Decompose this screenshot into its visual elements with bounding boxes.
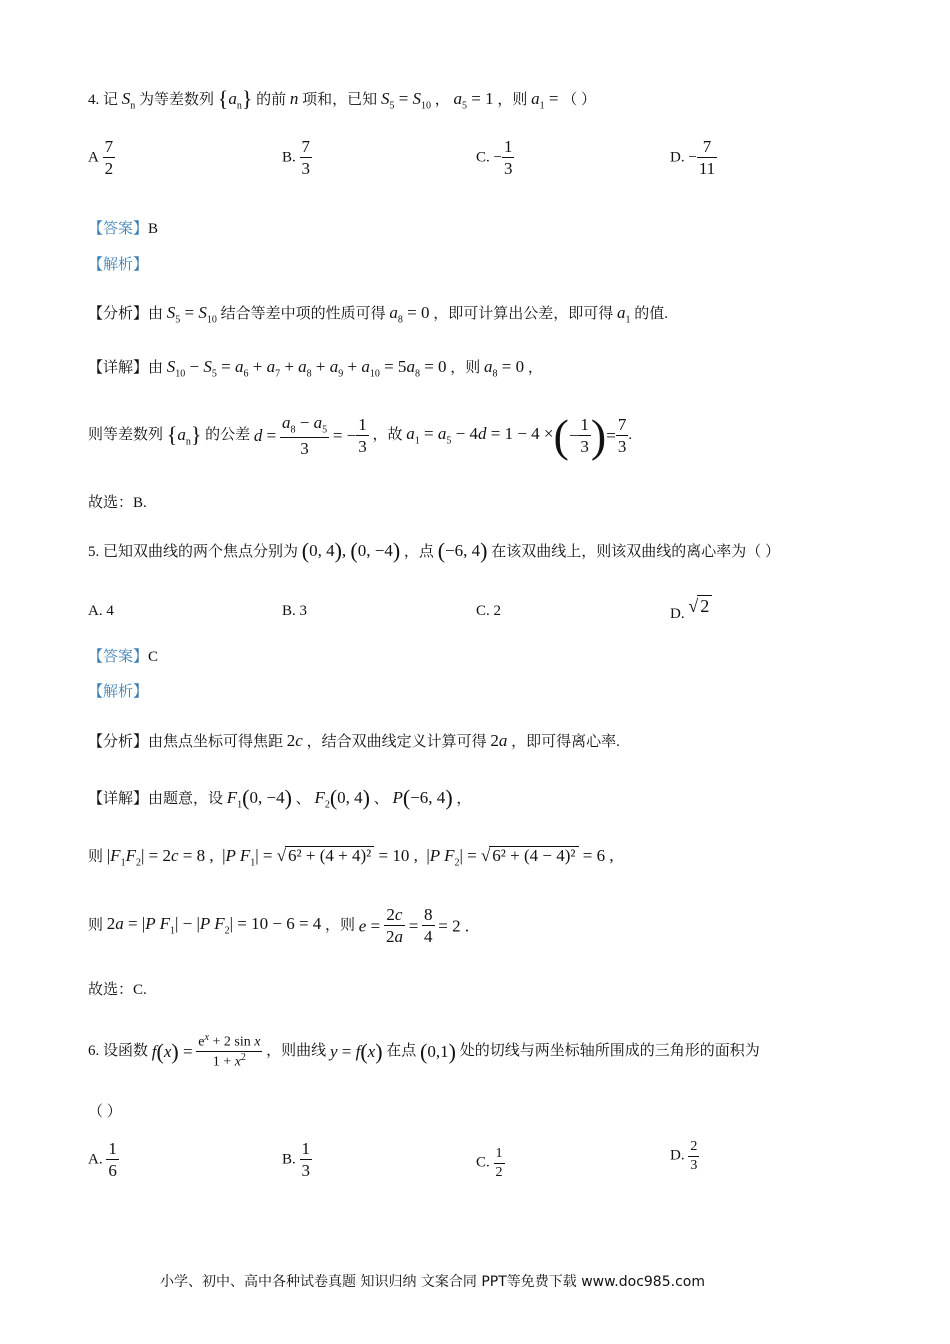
q5-detail-line2: 则 $|F_1F_2| = 2c = 8$ , |P $F_1|$ = √ 6² + (4 + 4)² = 10 , |P $F_2|$ = √ 6² + (4 − 4)² = 6 , <box>88 846 614 869</box>
fraction: $\frac{a_8 - a_5}{3}$ <box>282 413 328 458</box>
q5-option-d[interactable]: D. √ 2 <box>670 595 712 623</box>
q4-detail-line2: 则等差数列 $\{a_n\}$ 的公差 d = $\frac{a_8 - a_5}{3}$ = − $\frac{1}{3}$ ，故 $a_1 = a_5 - 4d = 1 - 4$ ×(− $\frac{1}{3}$ )= $\frac{7}{3}$ . <box>88 410 633 462</box>
q5-analysis-tag: 【解析】 <box>88 684 149 700</box>
q6-number: 6. <box>88 1043 100 1060</box>
q6-stem: 6. 设函数 f(x) = $\frac{e^x + 2 \sin x}{1 + x^2}$ ，则曲线 y = f(x) 在点 (0,1) 处的切线与两坐标轴所围成的三角形的面积为 <box>88 1032 760 1070</box>
q4-option-b[interactable]: B. $\frac{7}{3}$ <box>282 137 311 179</box>
q4-detail-line1: 【详解】由 $S_{10} - S_5 = a_6 + a_7 + a_8 + a_9 + a_{10} = 5a_8 = 0$ ，则 $a_8 = 0$ ， <box>88 357 543 380</box>
q5-number: 5. <box>88 544 100 560</box>
answer-tag: 【答案】 <box>88 221 149 237</box>
q4-conclusion: 故选：B. <box>88 495 147 511</box>
q6-stem-paren: （ ） <box>88 1104 122 1120</box>
q4-analysis-tag: 【解析】 <box>88 257 149 273</box>
formula-an-seq: $\{a_n\}$ <box>217 86 253 112</box>
q5-option-a[interactable]: A. 4 <box>88 603 114 619</box>
q5-option-c[interactable]: C. 2 <box>476 603 502 619</box>
q5-option-b[interactable]: B. 3 <box>282 603 308 619</box>
q5-conclusion: 故选：C. <box>88 982 147 998</box>
q5-detail-line1: 【详解】由题意，设 $F_1(0$, −4) 、 $F_2(0$, 4) 、 P(−6, 4) ， <box>88 785 472 811</box>
fraction: $\frac{7}{3}$ <box>301 137 311 179</box>
q6-option-d[interactable]: D. $\frac{2}{3}$ <box>670 1139 698 1173</box>
q4-option-a[interactable]: A $\frac{7}{2}$ <box>88 137 114 179</box>
fraction: $\frac{1}{3}$ <box>503 137 513 179</box>
q4-number: 4. <box>88 92 100 108</box>
q4-option-c[interactable]: C. − $\frac{1}{3}$ <box>476 137 513 179</box>
function-fraction: $\frac{e^x + 2 \sin x}{1 + x^2}$ <box>198 1032 261 1070</box>
fraction: $\frac{7}{11}$ <box>698 137 716 179</box>
fraction: $\frac{7}{2}$ <box>104 137 114 179</box>
formula-sn: $S_n$ <box>121 89 136 112</box>
formula-n: n <box>289 89 299 108</box>
q6-option-c[interactable]: C. $\frac{1}{2}$ <box>476 1146 503 1180</box>
q4-answer: 【答案】B <box>88 221 159 237</box>
formula-a1: $a_1$ = <box>531 89 559 112</box>
formula-s5-eq-s10: $S_5 = S_{10}$ <box>380 89 432 112</box>
formula-sum-diff: $S_{10} - S_5 = a_6 + a_7 + a_8 + a_9 + a_{10} = 5a_8 = 0$ <box>166 357 447 380</box>
answer-tag: 【答案】 <box>88 649 149 665</box>
formula-a5-eq-1: $a_5 = 1$ <box>453 89 494 112</box>
q5-fenxi: 【分析】由焦点坐标可得焦距 2c ，结合双曲线定义计算可得 2a ，即可得离心率. <box>88 731 620 750</box>
page-footer: 小学、初中、高中各种试卷真题 知识归纳 文案合同 PPT等免费下载 www.doc985.com <box>160 1274 705 1290</box>
q4-option-d[interactable]: D. − $\frac{7}{11}$ <box>670 137 716 179</box>
q5-answer: 【答案】C <box>88 649 159 665</box>
q6-option-b[interactable]: B. $\frac{1}{3}$ <box>282 1139 311 1181</box>
q4-fenxi: 【分析】由 $S_5 = S_{10}$ 结合等差中项的性质可得 $a_8 = 0$ ，即可计算出公差，即可得 $a_1$ 的值. <box>88 303 669 326</box>
formula-point: (−6, 4) <box>437 538 488 563</box>
q5-stem: 5. 已知双曲线的两个焦点分别为 (0, 4), (0, −4) ，点 (−6, 4) 在该双曲线上，则该双曲线的离心率为（ ） <box>88 538 780 563</box>
q6-option-a[interactable]: A. $\frac{1}{6}$ <box>88 1139 117 1181</box>
formula-foci: (0, 4), (0, −4) <box>301 538 401 563</box>
q4-stem: 4. 记 $S_n$ 为等差数列 $\{a_n\}$ 的前 n 项和，已知 $S_5 = S_{10}$ ， $a_5 = 1$ ，则 $a_1$ = （ ） <box>88 86 597 112</box>
q5-detail-line3: 则 2a = |P $F_1| - |P$ $F_2| = 10 - 6 = 4$ ，则 e = $\frac{2c}{2a}$ = $\frac{8}{4}$ = 2 . <box>88 905 470 947</box>
